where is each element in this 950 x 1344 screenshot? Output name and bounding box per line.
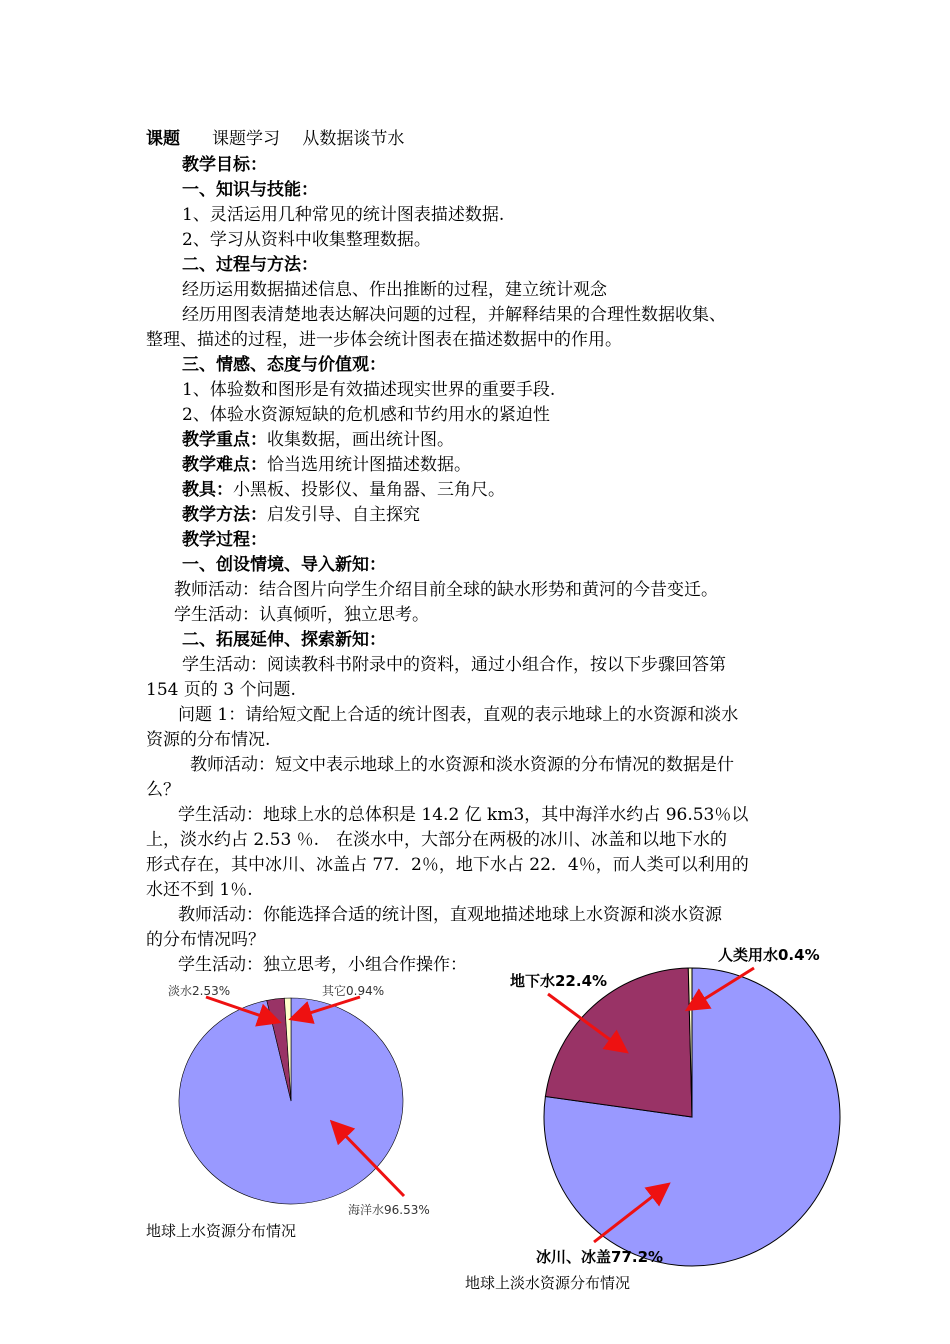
objectives-heading: 教学目标： — [182, 155, 267, 175]
tools-label: 教具： — [182, 480, 233, 500]
sec2-p2-line1: 经历用图表清楚地表达解决问题的过程，并解释结果的合理性数据收集、 — [182, 305, 726, 325]
sec3-item1: 1、体验数和图形是有效描述现实世界的重要手段. — [182, 380, 556, 400]
student-activity-3-line2: 上，淡水约占 2.53 ％. 在淡水中，大部分在两极的冰川、冰盖和以地下水的 — [146, 830, 728, 850]
pie1-label-other: 其它0.94% — [322, 984, 385, 998]
sec1-item2: 2、学习从资料中收集整理数据。 — [182, 230, 431, 250]
pie-chart-2 — [544, 968, 840, 1266]
step1-heading: 一、创设情境、导入新知： — [182, 555, 386, 575]
method-label: 教学方法： — [182, 505, 267, 525]
pie2-label-glacier: 冰川、冰盖77.2% — [536, 1248, 664, 1266]
student-activity-1: 学生活动：认真倾听，独立思考。 — [174, 605, 429, 625]
sec2-p2-line2: 整理、描述的过程，进一步体会统计图表在描述数据中的作用。 — [146, 330, 622, 350]
teacher-activity-3-line1: 教师活动：你能选择合适的统计图，直观地描述地球上水资源和淡水资源 — [178, 905, 722, 925]
question1-line2: 资源的分布情况. — [146, 730, 271, 750]
student-activity-3-line3: 形式存在，其中冰川、冰盖占 77．2％，地下水占 22．4％，而人类可以利用的 — [146, 855, 749, 875]
pie2-label-human: 人类用水0.4% — [718, 946, 820, 964]
teacher-activity-1: 教师活动：结合图片向学生介绍目前全球的缺水形势和黄河的今昔变迁。 — [174, 580, 718, 600]
diff-label: 教学难点： — [182, 455, 267, 475]
sec1-item1: 1、灵活运用几种常见的统计图表描述数据. — [182, 205, 505, 225]
step2-heading: 二、拓展延伸、探索新知： — [182, 630, 386, 650]
pie1-label-ocean: 海洋水96.53% — [348, 1203, 430, 1217]
key-text: 收集数据，画出统计图。 — [267, 430, 454, 450]
student-activity-3-line1: 学生活动：地球上水的总体积是 14.2 亿 km3，其中海洋水约占 96.53％以 — [178, 805, 749, 825]
chart2-caption: 地球上淡水资源分布情况 — [465, 1274, 631, 1292]
diff-text: 恰当选用统计图描述数据。 — [267, 455, 471, 475]
method-text: 启发引导、自主探究 — [267, 505, 420, 525]
sec1-heading: 一、知识与技能： — [182, 180, 318, 200]
sec3-item2: 2、体验水资源短缺的危机感和节约用水的紧迫性 — [182, 405, 550, 425]
pie1-label-freshwater: 淡水2.53% — [168, 984, 231, 998]
teacher-activity-2-line1: 教师活动：短文中表示地球上的水资源和淡水资源的分布情况的数据是什 — [190, 755, 734, 775]
sec3-heading: 三、情感、态度与价值观： — [182, 355, 386, 375]
question1-line1: 问题 1：请给短文配上合适的统计图表，直观的表示地球上的水资源和淡水 — [178, 705, 739, 725]
process-heading: 教学过程： — [182, 530, 267, 550]
title-label: 课题 — [146, 129, 180, 149]
pie2-label-ground: 地下水22.4% — [510, 972, 608, 990]
sec2-heading: 二、过程与方法： — [182, 255, 318, 275]
chart1-caption: 地球上水资源分布情况 — [146, 1222, 297, 1240]
teacher-activity-3-line2: 的分布情况吗？ — [146, 930, 265, 950]
student-activity-3-line4: 水还不到 1％. — [146, 880, 253, 900]
teacher-activity-2-line2: 么？ — [146, 780, 180, 800]
tools-text: 小黑板、投影仪、量角器、三角尺。 — [233, 480, 505, 500]
pie2-slice-1 — [545, 968, 692, 1117]
pie-chart-1 — [179, 998, 403, 1204]
key-label: 教学重点： — [182, 430, 267, 450]
student-activity-2-line1: 学生活动：阅读教科书附录中的资料，通过小组合作，按以下步骤回答第 — [182, 655, 726, 675]
title-text: 课题学习 从数据谈节水 — [212, 129, 405, 149]
sec2-p1: 经历运用数据描述信息、作出推断的过程，建立统计观念 — [182, 280, 607, 300]
student-activity-4: 学生活动：独立思考，小组合作操作： — [178, 955, 467, 975]
student-activity-2-line2: 154 页的 3 个问题. — [146, 680, 296, 700]
